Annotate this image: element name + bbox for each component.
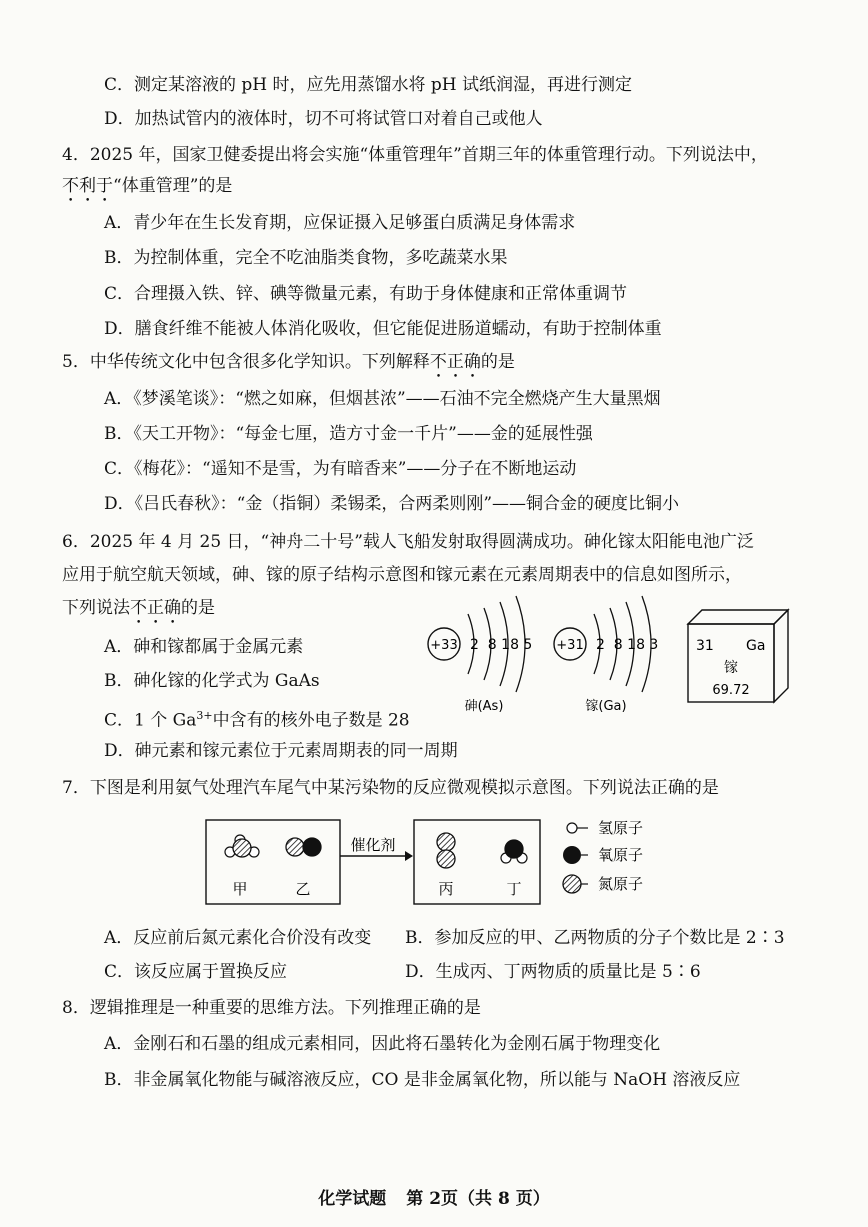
q5-stem-pre: 5．中华传统文化中包含很多化学知识。下列解释 <box>62 352 430 372</box>
arsenic-nucleus-charge: +33 <box>430 638 458 653</box>
legend-oxygen: 氧原子 <box>598 846 644 864</box>
label-yi: 乙 <box>295 880 311 898</box>
q4-stem-line1: 4．2025 年，国家卫健委提出将会实施“体重管理年”首期三年的体重管理行动。下列说法中， <box>62 145 768 165</box>
q5-option-b: B．《天工开物》：“每金七厘，造方寸金一千片”——金的延展性强 <box>104 424 593 444</box>
q4-option-a: A．青少年在生长发育期，应保证摄入足够蛋白质满足身体需求 <box>104 213 576 233</box>
q6-option-b: B．砷化镓的化学式为 GaAs <box>104 671 320 691</box>
atomic-number: 31 <box>696 638 714 654</box>
q4-stem-tail: “体重管理”的是 <box>113 176 233 196</box>
q5-emphasis: 不正确 <box>429 352 481 372</box>
reactants-box <box>206 820 340 904</box>
molecule-jia <box>225 835 259 857</box>
q5-stem-post: 的是 <box>480 352 515 372</box>
q4-option-b: B．为控制体重，完全不吃油脂类食物，多吃蔬菜水果 <box>104 248 508 268</box>
q7-option-d: D．生成丙、丁两物质的质量比是 5∶6 <box>405 962 701 982</box>
q6-option-c-charge: 3+ <box>196 709 213 722</box>
molecule-bing <box>437 833 455 868</box>
q5-option-a: A．《梦溪笔谈》：“燃之如麻，但烟甚浓”——石油不完全燃烧产生大量黑烟 <box>104 389 661 409</box>
relative-atomic-mass: 69.72 <box>712 683 750 698</box>
atomic-structure-diagram <box>418 592 668 722</box>
q5-option-c: C．《梅花》：“遥知不是雪，为有暗香来”——分子在不断地运动 <box>104 459 577 479</box>
q5-option-d: D．《吕氏春秋》：“金（指铜）柔锡柔，合两柔则刚”——铜合金的硬度比铜小 <box>104 494 680 514</box>
gallium-label: 镓(Ga) <box>585 699 627 714</box>
q8-option-a: A．金刚石和石墨的组成元素相同，因此将石墨转化为金刚石属于物理变化 <box>104 1034 661 1054</box>
label-bing: 丙 <box>438 880 454 898</box>
q6-option-a: A．砷和镓都属于金属元素 <box>104 637 304 657</box>
q4-stem-line2 <box>62 175 232 206</box>
footer-page-number: 第 2页（共 8 页） <box>406 1189 550 1209</box>
atom-legend <box>563 819 643 893</box>
molecule-ding <box>501 840 527 863</box>
q3-option-d: D．加热试管内的液体时，切不可将试管口对着自己或他人 <box>104 109 543 129</box>
q6-option-d: D．砷元素和镓元素位于元素周期表的同一周期 <box>104 741 458 761</box>
catalyst-label: 催化剂 <box>350 836 396 854</box>
q6-stem-pre: 下列说法 <box>62 598 130 618</box>
q7-option-b: B．参加反应的甲、乙两物质的分子个数比是 2∶3 <box>405 928 785 948</box>
label-jia: 甲 <box>232 880 248 898</box>
q3-option-c: C．测定某溶液的 pH 时，应先用蒸馏水将 pH 试纸润湿，再进行测定 <box>104 75 633 95</box>
q6-stem-line1: 6．2025 年 4 月 25 日，“神舟二十号”载人飞船发射取得圆满成功。砷化镓太阳能电池广泛 <box>62 532 754 552</box>
footer-subject: 化学试题 <box>318 1189 387 1209</box>
element-symbol: Ga <box>746 638 766 654</box>
legend-hydrogen: 氢原子 <box>598 819 644 837</box>
q8-option-b: B．非金属氧化物能与碱溶液反应，CO 是非金属氧化物，所以能与 NaOH 溶液反应 <box>104 1070 741 1090</box>
legend-nitrogen: 氮原子 <box>598 875 644 893</box>
q6-option-c-pre: C．1 个 Ga <box>104 710 197 731</box>
q6-stem-line2: 应用于航空航天领域，砷、镓的原子结构示意图和镓元素在元素周期表中的信息如图所示， <box>62 565 742 585</box>
q6-emphasis: 不正确 <box>130 598 181 618</box>
label-ding: 丁 <box>506 880 522 898</box>
q4-emphasis: 不利于 <box>62 176 113 196</box>
gallium-electron-shells: 2 8 18 3 <box>596 637 659 653</box>
page-footer <box>0 1184 868 1209</box>
element-name: 镓 <box>724 660 738 676</box>
molecule-yi <box>286 838 321 856</box>
gallium-atom-diagram <box>554 596 658 714</box>
arsenic-electron-shells: 2 8 18 5 <box>470 637 533 653</box>
q7-stem: 7．下图是利用氨气处理汽车尾气中某污染物的反应微观模拟示意图。下列说法正确的是 <box>62 778 719 798</box>
q4-option-c: C．合理摄入铁、锌、碘等微量元素，有助于身体健康和正常体重调节 <box>104 284 628 304</box>
q5-stem <box>62 351 515 382</box>
periodic-table-cell <box>684 606 794 706</box>
reaction-micro-diagram <box>200 812 680 908</box>
q6-option-c-post: 中含有的核外电子数是 28 <box>212 710 410 731</box>
q6-stem-post: 的是 <box>181 598 215 618</box>
arsenic-label: 砷(As) <box>464 699 504 714</box>
q6-option-c <box>104 705 410 732</box>
q8-stem: 8．逻辑推理是一种重要的思维方法。下列推理正确的是 <box>62 998 481 1018</box>
arsenic-atom-diagram <box>428 596 532 714</box>
q6-stem-line3 <box>62 597 215 628</box>
q7-option-c: C．该反应属于置换反应 <box>104 962 288 982</box>
gallium-nucleus-charge: +31 <box>556 638 584 653</box>
q7-option-a: A．反应前后氮元素化合价没有改变 <box>104 928 372 948</box>
q4-option-d: D．膳食纤维不能被人体消化吸收，但它能促进肠道蠕动，有助于控制体重 <box>104 319 662 339</box>
